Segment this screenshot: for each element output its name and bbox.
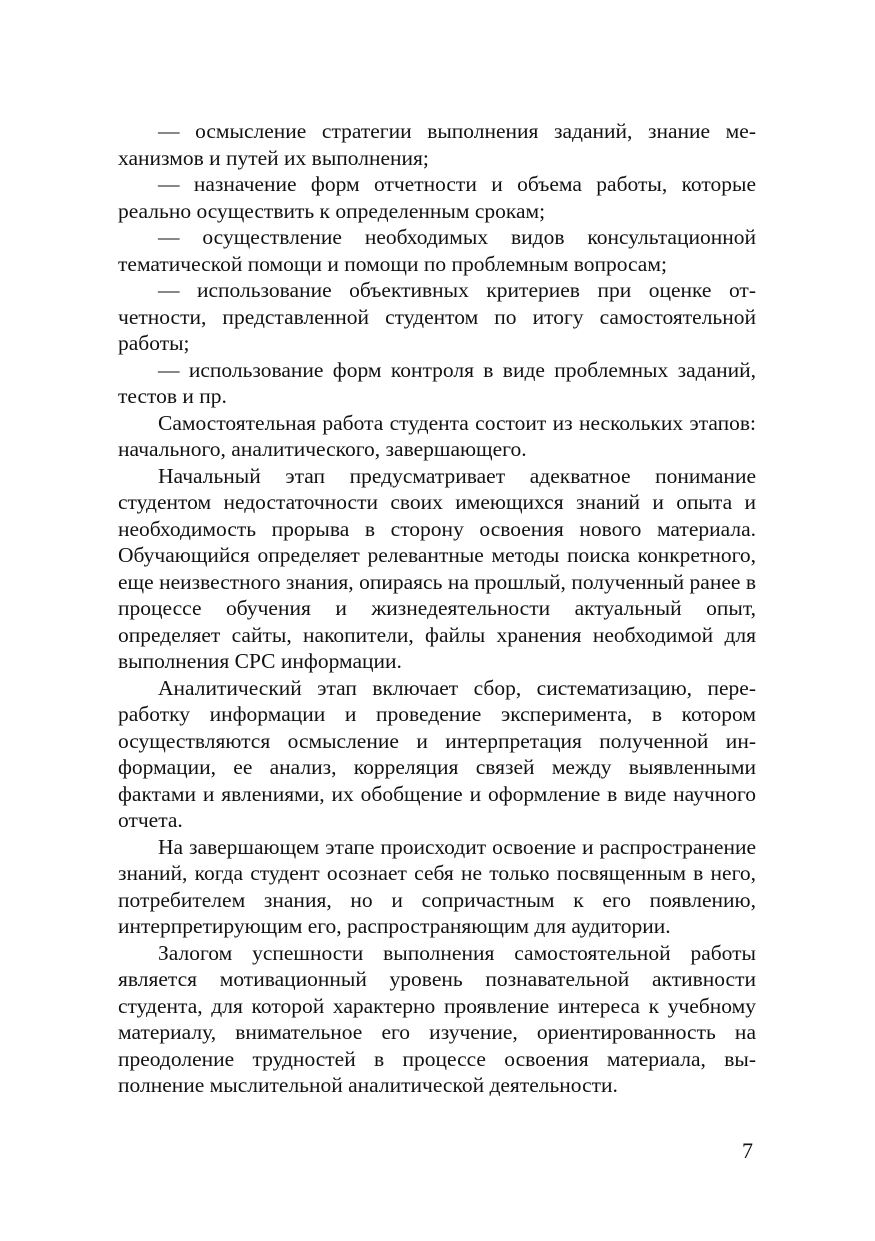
- body-text: [118, 118, 756, 1099]
- paragraph-stages-overview: Самостоятельная работа студента состоит из нескольких этапов: начального, аналитического, завершающего.: [118, 410, 756, 461]
- paragraph-analytical-stage: Аналитический этап включает сбор, систематизацию, переработку информации и проведение эксперимента, в котором осуществляются осмысление и интерпретация полученной информации, ее анализ, корреляция связей между выявленными фактами и явлениями, их обобщение и оформление в виде научного отчета.: [118, 675, 756, 832]
- paragraph-objective-criteria: — использование объективных критериев при оценке отчетности, представленной студентом по итогу самостоятельной работы;: [118, 278, 756, 355]
- paragraph-reporting-forms: — назначение форм отчетности и объема работы, которые реально осуществить к определенным срокам;: [118, 172, 756, 223]
- paragraph-consultation-help: — осуществление необходимых видов консультационной тематической помощи и помощи по проблемным вопросам;: [118, 225, 756, 276]
- paragraph-final-stage: На завершающем этапе происходит освоение и распространение знаний, когда студент осознает себя не только посвященным в него, потребителем знания, но и сопричастным к его появлению, интерпретирующим его, распространяющим для аудитории.: [118, 834, 756, 938]
- paragraph-motivation: Залогом успешности выполнения самостоятельной работы является мотивационный уровень познавательной активности студента, для которой характерно проявление интереса к учебному материалу, внимательное его изучение, ориентированность на преодоление трудностей в процессе освоения материала, выполнение мыслительной аналитической деятельности.: [118, 940, 756, 1097]
- paragraph-strategy-understanding: — осмысление стратегии выполнения заданий, знание механизмов и путей их выполнения;: [118, 119, 756, 170]
- paragraph-control-forms: — использование форм контроля в виде проблемных заданий, тестов и пр.: [118, 357, 756, 408]
- paragraph-initial-stage: Начальный этап предусматривает адекватное понимание студентом недостаточности своих имеющихся знаний и опыта и необходимость прорыва в сторону освоения нового материала. Обучающийся определяет релевантные методы поиска конкретного, еще неизвестного знания, опираясь на прошлый, полученный ранее в процессе обучения и жизнедеятельности актуальный опыт, определяет сайты, накопители, файлы хранения необходимой для выполнения СРС информации.: [118, 463, 756, 673]
- page-number: 7: [742, 1138, 753, 1163]
